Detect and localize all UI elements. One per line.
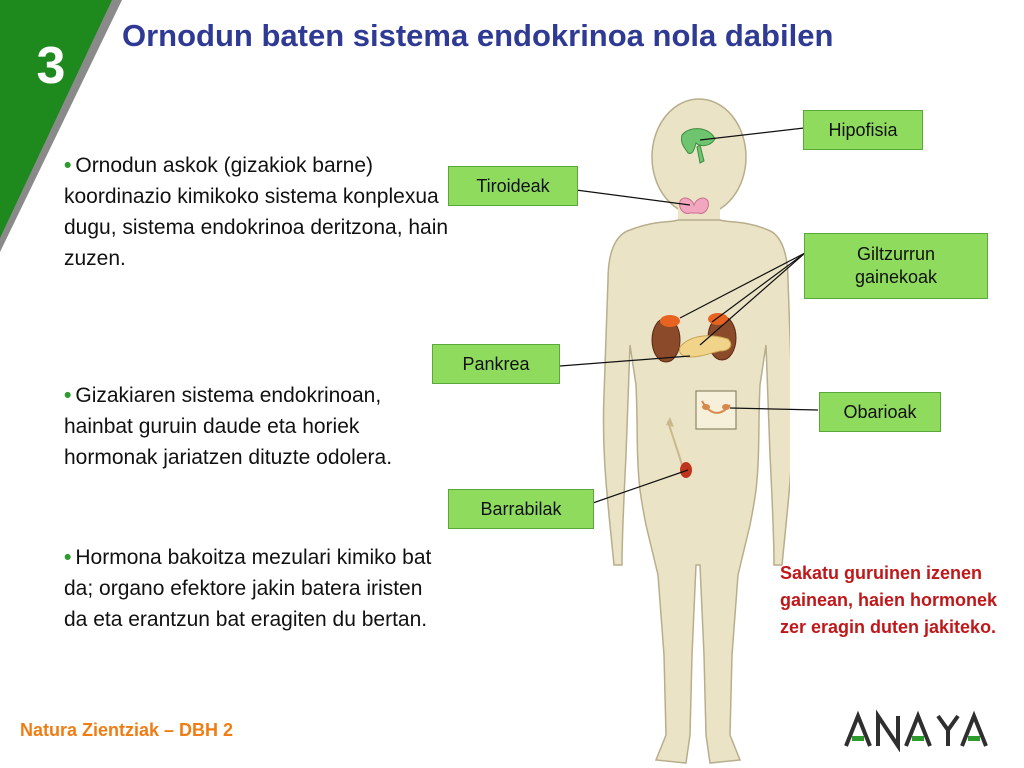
giltzurrun-line-1: Giltzurrun [856, 244, 936, 264]
bullet-marker: • [64, 546, 72, 569]
hipofisia-button[interactable]: Hipofisia [803, 110, 923, 150]
footer-text: Natura Zientziak – DBH 2 [20, 720, 234, 740]
giltzurrun-line-2: gainekoak [854, 267, 938, 287]
giltzurrun-gainekoak-button[interactable] [804, 233, 988, 299]
bullet-text-3: Hormona bakoitza mezulari kimiko bat da; organo efektore jakin batera iristen da eta erantzun bat eragiten du bertan. [64, 546, 432, 631]
bullet-marker: • [64, 384, 72, 407]
tiroideak-button[interactable]: Tiroideak [448, 166, 578, 206]
bullet-marker: • [64, 154, 72, 177]
bullet-text-2: Gizakiaren sistema endokrinoan, hainbat guruin daude eta horiek hormonak jariatzen dituzte odolera. [64, 384, 393, 469]
anaya-logo [842, 708, 992, 752]
pankrea-button[interactable]: Pankrea [432, 344, 560, 384]
obarioak-button[interactable]: Obarioak [819, 392, 941, 432]
slide-number: 3 [36, 37, 66, 95]
bullet-text-1: Ornodun askok (gizakiok barne) koordinazio kimikoko sistema konplexua dugu, sistema endokrinoa deritzona, hain zuzen. [64, 154, 449, 270]
page-title: Ornodun baten sistema endokrinoa nola dabilen [122, 18, 834, 53]
barrabilak-button[interactable]: Barrabilak [448, 489, 594, 529]
hint-text: Sakatu guruinen izenen gainean, haien hormonek zer eragin duten jakiteko. [780, 563, 998, 637]
